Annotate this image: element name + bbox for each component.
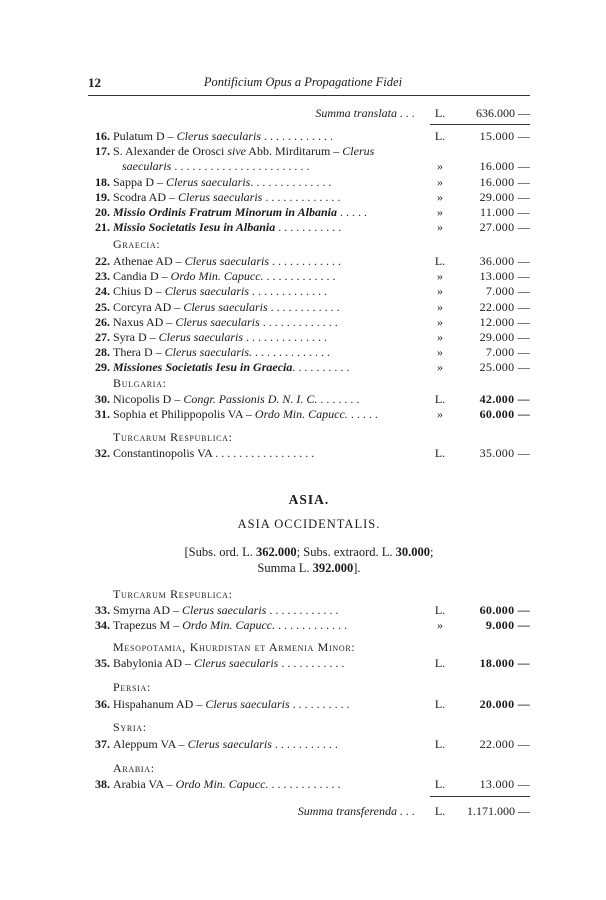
entry-row [88, 737, 530, 752]
entry-it: Clerus saecularis. [164, 345, 252, 360]
entry-text [113, 656, 423, 671]
entry-text [113, 618, 423, 633]
entry-unit: » [437, 269, 443, 284]
entry-text [113, 129, 423, 144]
heading-asia: ASIA. [288, 492, 330, 507]
entry-unit: » [437, 159, 443, 174]
entry-row [88, 656, 530, 671]
entry-it: Clerus saecularis [178, 189, 263, 204]
entry-number: 30. [95, 392, 110, 406]
section-heading-syria: Syria: [113, 720, 147, 734]
entry-post: Abb. Mirditarum – [245, 144, 343, 159]
entry-number: 27. [95, 330, 110, 344]
entry-unit: L. [434, 777, 446, 791]
entry-amount: 22.000 — [479, 737, 530, 751]
entry-it: Congr. Passionis D. N. I. C. [183, 392, 318, 406]
entry-dots: . . . . . . . . . . . . [266, 603, 339, 617]
entry-text [113, 205, 423, 220]
section-heading-arabia: Arabia: [113, 761, 155, 775]
entry-dots: . . . . . . . . . . . [278, 656, 345, 670]
entry-amount: 20.000 — [479, 697, 530, 711]
section-heading-turcarum-asia: Turcarum Respublica: [113, 587, 233, 601]
entry-text [113, 603, 423, 618]
entry-row [88, 697, 530, 712]
entry-number: 24. [95, 284, 110, 299]
subs-summa-amount: 392.000 [312, 561, 354, 575]
entry-dots: . . . . . . . . . . . [271, 737, 338, 751]
entry-pre: Babylonia AD – [113, 656, 194, 670]
entry-dots: . . . . . . . . . . . [275, 220, 342, 235]
entry-bold: Missio Societatis Iesu in Albania [113, 220, 276, 235]
sum-rule [430, 124, 530, 125]
entry-amount: 13.000 — [479, 269, 530, 284]
entry-unit: » [437, 299, 443, 314]
header-rule [88, 95, 530, 96]
entry-unit: L. [434, 392, 446, 406]
entry-number: 23. [95, 269, 110, 284]
subs-sep: ; [430, 545, 434, 559]
entry-dots: . . . . . . . . . . . . [267, 299, 340, 314]
entry-row [88, 360, 530, 375]
entry-amount: 25.000 — [479, 360, 530, 375]
entry-row [88, 159, 530, 174]
entry-pre: Sophia et Philippopolis VA – [113, 407, 255, 422]
entry-dots: . . . . . . . . . . . . [269, 254, 341, 268]
entry-it: Clerus saecularis [182, 603, 267, 617]
entry-amount: 42.000 — [479, 392, 530, 406]
entry-amount: 60.000 — [479, 603, 530, 617]
entry-row [88, 269, 530, 284]
entry-pre: Smyrna AD – [113, 603, 182, 617]
entry-unit: » [437, 284, 443, 299]
entry-text [113, 284, 423, 299]
entry-it: Clerus saecularis [194, 656, 279, 670]
entry-number: 26. [95, 314, 110, 329]
entry-pre: Athenae AD – [113, 254, 185, 268]
entry-unit: » [437, 189, 443, 204]
entry-bold: Missiones Societatis Iesu in Graecia [113, 360, 293, 375]
entry-text [113, 220, 423, 235]
entry-dots: . . . . . . . . . . . . . [262, 189, 341, 204]
entry-text [113, 175, 423, 190]
entry-number: 31. [95, 407, 110, 422]
entry-number: 34. [95, 618, 110, 633]
entry-text [113, 737, 423, 752]
entry-dots: . . . . . . . . . . . . [261, 129, 334, 143]
entry-it: Clerus saecularis [158, 330, 244, 344]
entry-it: Clerus saecularis [187, 737, 272, 751]
entry-it: Clerus saecularis [176, 129, 262, 143]
entry-text [113, 330, 423, 345]
entry-unit: » [437, 360, 443, 375]
entry-dots: . . . . . . . . . . [292, 360, 350, 375]
entry-row [88, 175, 530, 190]
entry-dots: . . . . . . . . . . . . . [259, 314, 338, 329]
subs-close: ]. [353, 561, 361, 575]
subs-extraord-amount: 30.000 [395, 545, 430, 559]
section-heading-mesopotamia: Mesopotamia, Khurdistan et Armenia Minor: [113, 640, 356, 654]
subsidies-line-1 [88, 545, 530, 560]
entry-unit: » [437, 330, 443, 344]
entry-row [88, 205, 530, 220]
entry-number: 18. [95, 174, 110, 189]
entry-text [113, 269, 423, 284]
entry-unit: » [437, 174, 443, 189]
section-heading-persia: Persia: [113, 680, 152, 694]
entry-bold: Missio Ordinis Fratrum Minorum in Albania [113, 205, 337, 219]
entry-row [88, 603, 530, 618]
entry-it: Clerus saecularis [164, 284, 250, 299]
entry-unit: L. [434, 656, 446, 670]
entry-amount: 11.000 — [480, 205, 530, 219]
running-title: Pontificium Opus a Propagatione Fidei [203, 75, 403, 89]
entry-unit: » [437, 220, 443, 235]
entry-row [88, 190, 530, 205]
entry-amount: 18.000 — [479, 656, 530, 670]
entry-it: Clerus saecularis [184, 254, 269, 268]
entry-amount: 16.000 — [479, 159, 530, 174]
entry-text [113, 345, 423, 360]
entry-number: 33. [95, 603, 110, 617]
entry-text [113, 360, 423, 375]
entry-unit: L. [434, 254, 446, 268]
entry-pre: Pulatum D – [113, 129, 177, 143]
entry-row [88, 777, 530, 792]
entry-dots: . . . . . . . [317, 392, 360, 406]
entry-row [88, 392, 530, 407]
entry-pre: S. Alexander de Orosci [113, 144, 228, 159]
entry-number: 38. [95, 777, 110, 791]
entry-text [122, 159, 432, 174]
entry-it: Ordo Min. Capucc. [170, 269, 264, 284]
entry-dots: . . . . . . . . . . . . . . . . . [212, 446, 315, 460]
subs-extraord-label: ; Subs. extraord. L. [296, 545, 393, 559]
entry-number: 32. [95, 446, 110, 460]
entry-dots: . . . . . . . . . . [289, 697, 350, 711]
entry-dots: . . . . . . . . . . . . [263, 269, 336, 284]
entry-row [88, 254, 530, 269]
entry-dots: . . . . . . . . . . . . . . [250, 174, 332, 189]
entry-unit: L. [434, 129, 446, 143]
entry-text [113, 190, 423, 205]
entry-text [113, 697, 423, 712]
entry-pre: Thera D – [113, 345, 165, 360]
entry-unit: L. [434, 446, 446, 460]
section-heading-graecia: Graecia: [113, 237, 161, 251]
entry-amount: 7.000 — [485, 284, 530, 299]
summa-translata-row [88, 106, 530, 121]
unit: L. [434, 106, 446, 120]
entry-it: Ordo Min. Capucc. [254, 407, 348, 422]
entry-it: Ordo Min. Capucc. [182, 618, 276, 633]
entry-row [88, 345, 530, 360]
entry-text [113, 300, 423, 315]
entry-text [113, 315, 423, 330]
entry-amount: 35.000 — [479, 446, 530, 460]
entry-dots: . . . . . [347, 407, 378, 422]
entry-text [113, 254, 423, 269]
entry-number: 21. [95, 220, 110, 235]
entry-pre: Candia D – [113, 269, 171, 284]
unit: L. [434, 804, 446, 818]
entry-unit: L. [434, 697, 446, 711]
entry-pre: Hispahanum AD – [113, 697, 206, 711]
entry-row [88, 330, 530, 345]
entry-text [113, 407, 423, 422]
entry-dots: . . . . . . . . . . . . [268, 777, 341, 791]
entry-pre: Syra D – [113, 330, 159, 344]
entry-amount: 12.000 — [479, 314, 530, 329]
entry-text [113, 144, 423, 159]
entry-row [88, 300, 530, 315]
entry-number: 16. [95, 129, 110, 143]
entry-unit: » [437, 314, 443, 329]
entry-row [88, 315, 530, 330]
entry-pre: Corcyra AD – [113, 299, 184, 314]
entry-dots: . . . . . [336, 205, 367, 219]
summa-transferenda-label: Summa transferenda . . . [297, 804, 415, 818]
entry-pre: Chius D – [113, 284, 165, 299]
entry-row [88, 284, 530, 299]
entry-it: Clerus saecularis [205, 697, 290, 711]
entry-it: Ordo Min. Capucc. [175, 777, 269, 791]
entry-amount: 7.000 — [485, 345, 530, 360]
subs-ord-amount: 362.000 [256, 545, 297, 559]
entry-number: 37. [95, 737, 110, 751]
summa-transferenda-amount: 1.171.000 — [467, 804, 530, 818]
entry-amount: 36.000 — [479, 254, 530, 268]
entry-row [88, 220, 530, 235]
entry-pre: Sappa D – [113, 174, 166, 189]
entry-number: 28. [95, 345, 110, 360]
section-heading-turcarum: Turcarum Respublica: [113, 430, 233, 444]
entry-number: 22. [95, 254, 110, 268]
summa-translata-amount: 636.000 — [476, 106, 530, 120]
subs-summa-label: Summa L. [257, 561, 310, 575]
entry-unit: L. [434, 737, 446, 751]
entry-amount: 9.000 — [485, 618, 530, 633]
entry-pre: Aleppum VA – [113, 737, 188, 751]
section-heading-bulgaria: Bulgaria: [113, 376, 167, 390]
entry-amount: 27.000 — [479, 220, 530, 235]
entry-row [88, 618, 530, 633]
entry-number: 29. [95, 360, 110, 375]
entry-amount: 29.000 — [479, 330, 530, 344]
entry-it: Clerus saecularis [166, 174, 251, 189]
sum-rule-bottom [430, 796, 530, 797]
entry-unit: L. [434, 603, 446, 617]
entry-unit: » [437, 345, 443, 360]
entry-number: 25. [95, 299, 110, 314]
entry-text [113, 446, 423, 461]
entry-unit: » [437, 618, 443, 633]
summa-translata-label: Summa translata . . . [315, 106, 415, 120]
entry-number: 17. [95, 144, 110, 159]
entry-amount: 22.000 — [479, 299, 530, 314]
entry-pre: Scodra AD – [113, 189, 178, 204]
entry-dots: . . . . . . . . . . . . [275, 618, 348, 633]
entry-pre: Arabia VA – [113, 777, 176, 791]
entry-text [113, 777, 423, 792]
entry-pre: Trapezus M – [113, 618, 183, 633]
entry-row [88, 129, 530, 144]
entry-row [88, 446, 530, 461]
entry-unit: » [437, 205, 443, 219]
entry-number: 35. [95, 656, 110, 670]
entry-pre: Naxus AD – [113, 314, 176, 329]
entry-amount: 16.000 — [479, 174, 530, 189]
entry-row [88, 407, 530, 422]
subsidies-line-2 [88, 561, 530, 576]
entry-pre: Constantinopolis VA [113, 446, 213, 460]
entry-number: 36. [95, 697, 110, 711]
entry-it: saecularis [122, 159, 172, 174]
entry-number: 20. [95, 205, 110, 219]
entry-unit: » [437, 407, 443, 422]
entry-it: sive [227, 144, 246, 159]
entry-dots: . . . . . . . . . . . . . . [243, 330, 328, 344]
entry-amount: 15.000 — [479, 129, 530, 143]
entry-dots: . . . . . . . . . . . . . [249, 284, 328, 299]
summa-transferenda-row [88, 804, 530, 819]
entry-it: Clerus saecularis [175, 314, 260, 329]
entry-amount: 29.000 — [479, 189, 530, 204]
entry-amount: 13.000 — [479, 777, 530, 791]
entry-dots: . . . . . . . . . . . . . [252, 345, 330, 360]
entry-dots: . . . . . . . . . . . . . . . . . . . . . . . [171, 159, 310, 174]
page-number: 12 [88, 75, 101, 90]
entry-pre: Nicopolis D – [113, 392, 184, 406]
entry-it: Clerus saecularis [183, 299, 268, 314]
entry-amount: 60.000 — [479, 407, 530, 422]
subs-ord-label: [Subs. ord. L. [184, 545, 253, 559]
entry-text [113, 392, 423, 407]
heading-asia-occidentalis: ASIA OCCIDENTALIS. [237, 517, 381, 531]
entry-row [88, 144, 530, 159]
entry-number: 19. [95, 189, 110, 204]
entry-it2: Clerus [342, 144, 375, 159]
